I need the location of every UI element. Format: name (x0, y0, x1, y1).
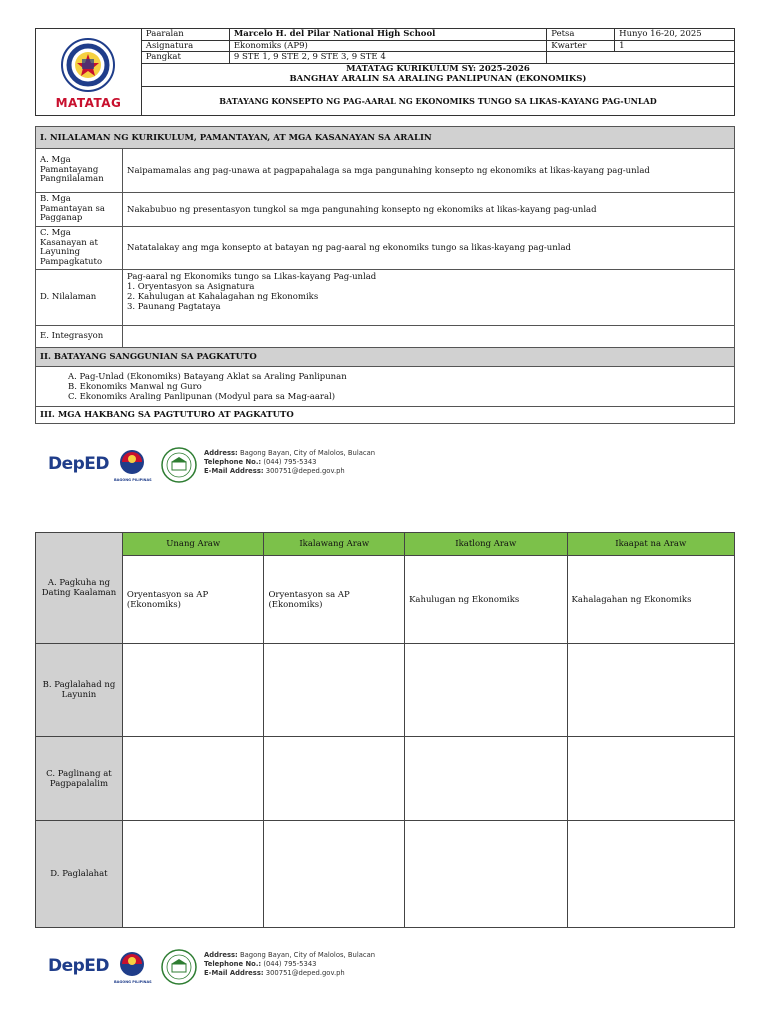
reference-item: C. Ekonomiks Araling Panlipunan (Modyul para sa Mag-aaral) (68, 391, 336, 402)
label-paaralan: Paaralan (141, 29, 229, 41)
plan-row-label: B. Paglalahad ng Layunin (36, 644, 123, 737)
reference-item: B. Ekonomiks Manwal ng Guro (68, 381, 202, 392)
address-label: Address: (204, 951, 238, 959)
phone-value: (044) 795-5343 (263, 960, 317, 968)
quarter-value: 1 (615, 40, 735, 52)
reference-item: A. Pag-Unlad (Ekonomiks) Batayang Aklat sa Araling Panlipunan (68, 371, 347, 382)
plan-cell[interactable] (405, 737, 567, 821)
logo-cell (36, 29, 142, 116)
school-seal-icon (160, 446, 198, 484)
phone-label: Telephone No.: (204, 960, 262, 968)
deped-logo: DepED (48, 454, 110, 474)
empty-cell (547, 52, 615, 64)
plan-cell: Oryentasyon sa AP (Ekonomiks) (264, 556, 405, 644)
plan-cell[interactable] (264, 737, 405, 821)
lesson-subtitle: BATAYANG KONSEPTO NG PAG-AARAL NG EKONOMIKS TUNGO SA LIKAS-KAYANG PAG-UNLAD (141, 87, 734, 116)
integration-label: E. Integrasyon (36, 326, 123, 348)
plan-cell[interactable] (122, 644, 264, 737)
performance-standards-text: Nakabubuo ng presentasyon tungkol sa mga pangunahing konsepto ng ekonomiks at likas-kayang pag-unlad (123, 193, 735, 227)
subject-value: Ekonomiks (AP9) (229, 40, 546, 52)
plan-row-label: A. Pagkuha ng Dating Kaalaman (36, 533, 123, 644)
bagong-pilipinas-label: BAGONG PILIPINAS (114, 980, 152, 984)
bagong-pilipinas-icon (116, 950, 148, 980)
daily-plan-table (35, 532, 735, 928)
content-item: 3. Paunang Pagtataya (127, 302, 221, 312)
email-value: 300751@deped.gov.ph (265, 467, 345, 475)
curriculum-table (35, 126, 735, 424)
integration-text (123, 326, 735, 348)
header-table (35, 28, 735, 116)
content-standards-label: A. Mga Pamantayang Pangnilalaman (36, 149, 123, 193)
deped-logo: DepED (48, 956, 110, 976)
references-list (36, 367, 735, 407)
email-label: E-Mail Address: (204, 467, 264, 475)
plan-cell[interactable] (567, 737, 735, 821)
plan-cell[interactable] (264, 821, 405, 928)
content-label: D. Nilalaman (36, 270, 123, 326)
plan-cell: Oryentasyon sa AP (Ekonomiks) (122, 556, 264, 644)
title-line1: MATATAG KURIKULUM SY: 2025-2026 (141, 63, 734, 74)
plan-cell[interactable] (122, 821, 264, 928)
contact-info (204, 449, 375, 476)
label-kwarter: Kwarter (547, 40, 615, 52)
deped-seal-icon (58, 37, 118, 93)
content-title: Pag-aaral ng Ekonomiks tungo sa Likas-kayang Pag-unlad (127, 272, 377, 282)
content-item: 1. Oryentasyon sa Asignatura (127, 282, 255, 292)
competencies-text: Natatalakay ang mga konsepto at batayan ng pag-aaral ng ekonomiks tungo sa likas-kayang pag-unlad (123, 227, 735, 270)
section2-heading: II. BATAYANG SANGGUNIAN SA PAGKATUTO (36, 348, 735, 367)
email-label: E-Mail Address: (204, 969, 264, 977)
phone-value: (044) 795-5343 (263, 458, 317, 466)
plan-cell: Kahulugan ng Ekonomiks (405, 556, 567, 644)
plan-cell: Kahalagahan ng Ekonomiks (567, 556, 735, 644)
section-value: 9 STE 1, 9 STE 2, 9 STE 3, 9 STE 4 (229, 52, 546, 64)
address-value: Bagong Bayan, City of Malolos, Bulacan (239, 449, 376, 457)
day-header: Ikaapat na Araw (567, 533, 735, 556)
day-header: Unang Araw (122, 533, 264, 556)
plan-cell[interactable] (567, 821, 735, 928)
performance-standards-label: B. Mga Pamantayan sa Pagganap (36, 193, 123, 227)
plan-cell[interactable] (405, 821, 567, 928)
competencies-label: C. Mga Kasanayan at Layuning Pampagkatuto (36, 227, 123, 270)
content-standards-text: Naipamamalas ang pag-unawa at pagpapahalaga sa mga pangunahing konsepto ng ekonomiks at likas-kayang pag-unlad (123, 149, 735, 193)
plan-cell[interactable] (264, 644, 405, 737)
label-pangkat: Pangkat (141, 52, 229, 64)
plan-cell[interactable] (567, 644, 735, 737)
page-footer (48, 446, 448, 486)
matatag-logo: MATATAG (55, 95, 122, 110)
title-line2: BANGHAY ARALIN SA ARALING PANLIPUNAN (EKONOMIKS) (141, 74, 734, 87)
content-item: 2. Kahulugan at Kahalagahan ng Ekonomiks (127, 292, 319, 302)
page-footer (48, 948, 448, 988)
plan-cell[interactable] (405, 644, 567, 737)
label-petsa: Petsa (547, 29, 615, 41)
plan-row-label: D. Paglalahat (36, 821, 123, 928)
email-value: 300751@deped.gov.ph (265, 969, 345, 977)
address-value: Bagong Bayan, City of Malolos, Bulacan (239, 951, 376, 959)
day-header: Ikatlong Araw (405, 533, 567, 556)
label-asignatura: Asignatura (141, 40, 229, 52)
school-name: Marcelo H. del Pilar National High School (229, 29, 546, 41)
section1-heading: I. NILALAMAN NG KURIKULUM, PAMANTAYAN, AT MGA KASANAYAN SA ARALIN (36, 127, 735, 149)
section3-heading: III. MGA HAKBANG SA PAGTUTURO AT PAGKATUTO (36, 407, 735, 424)
day-header: Ikalawang Araw (264, 533, 405, 556)
date-value: Hunyo 16-20, 2025 (615, 29, 735, 41)
address-label: Address: (204, 449, 238, 457)
bagong-pilipinas-icon (116, 448, 148, 478)
plan-row-label: C. Paglinang at Pagpapalalim (36, 737, 123, 821)
school-seal-icon (160, 948, 198, 986)
content-list (123, 270, 735, 326)
phone-label: Telephone No.: (204, 458, 262, 466)
contact-info (204, 951, 375, 978)
plan-cell[interactable] (122, 737, 264, 821)
empty-cell (615, 52, 735, 64)
bagong-pilipinas-label: BAGONG PILIPINAS (114, 478, 152, 482)
